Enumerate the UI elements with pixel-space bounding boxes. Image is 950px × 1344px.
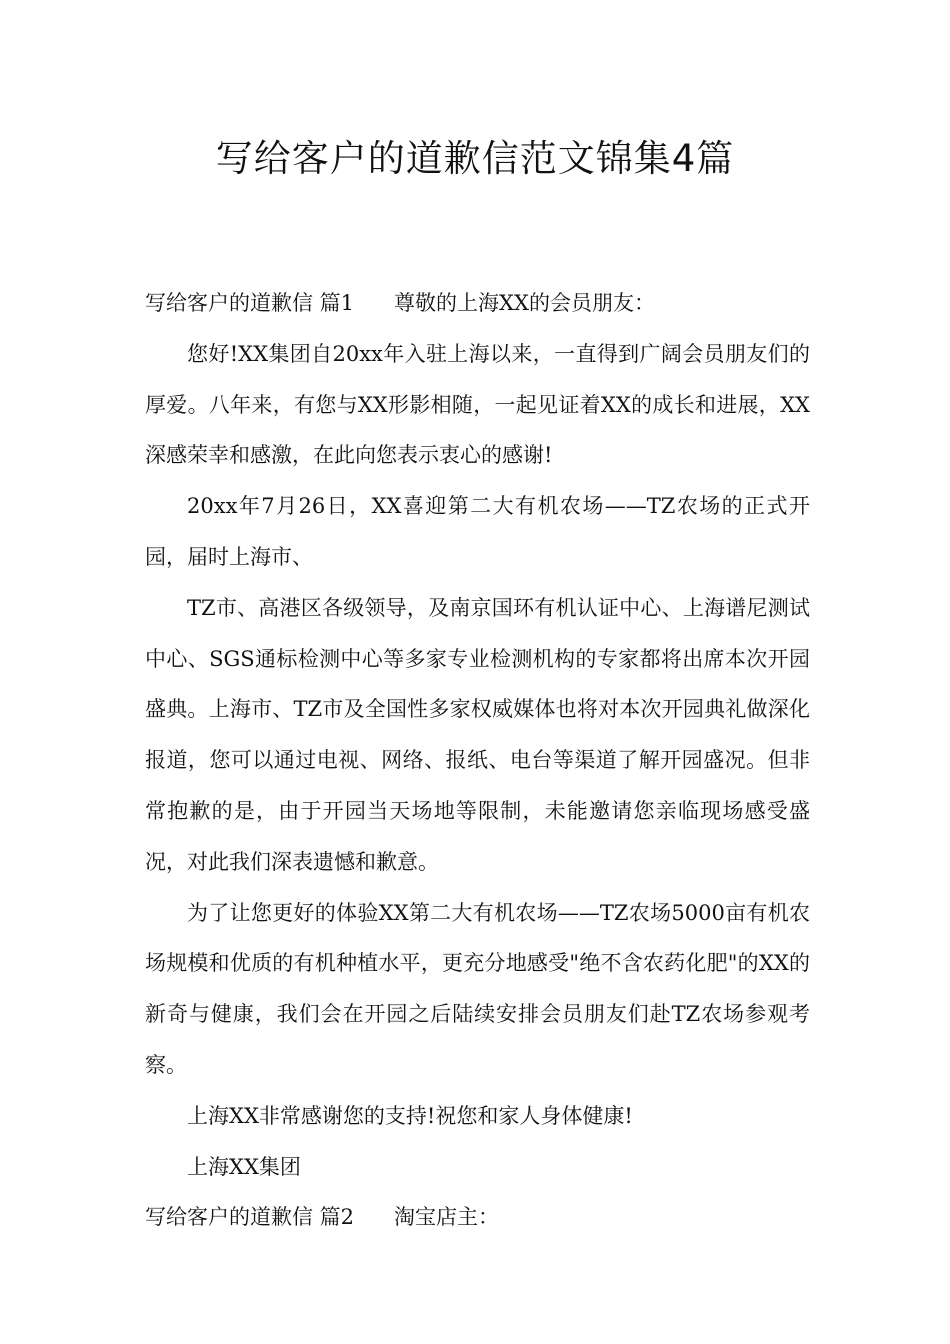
paragraph-guests-and-apology: TZ市、高港区各级领导，及南京国环有机认证中心、上海谱尼测试中心、SGS通标检测中心等多家专业检测机构的专家都将出席本次开园盛典。上海市、TZ市及全国性多家权威媒体也将对本次开园典礼做深化报道，您可以通过电视、网络、报纸、电台等渠道了解开园盛况。但非常抱歉的是，由于开园当天场地等限制，未能邀请您亲临现场感受盛况，对此我们深表遗憾和歉意。	[145, 595, 810, 874]
section-2-salutation: 淘宝店主：	[394, 1205, 500, 1230]
document-title: 写给客户的道歉信范文锦集4篇	[215, 137, 735, 180]
section-2-title: 写给客户的道歉信 篇2	[145, 1205, 355, 1230]
paragraph-greeting: 您好!XX集团自20xx年入驻上海以来，一直得到广阔会员朋友们的厚爱。八年来，有您与XX形影相随，一起见证着XX的成长和进展，XX深感荣幸和感激，在此向您表示衷心的感谢!	[145, 341, 810, 468]
section-2-heading	[145, 1192, 810, 1243]
paragraph-opening-announcement: 20xx年7月26日，XX喜迎第二大有机农场——TZ农场的正式开园，届时上海市、	[145, 494, 810, 569]
paragraph-visit-arrangement: 为了让您更好的体验XX第二大有机农场——TZ农场5000亩有机农场规模和优质的有机种植水平，更充分地感受"绝不含农药化肥"的XX的新奇与健康，我们会在开园之后陆续安排会员朋友们赴TZ农场参观考察。	[145, 900, 810, 1077]
paragraph-thanks: 上海XX非常感谢您的支持!祝您和家人身体健康!	[187, 1103, 633, 1128]
section-1-heading	[145, 278, 810, 329]
section-1-title: 写给客户的道歉信 篇1	[145, 291, 355, 315]
document-body	[145, 278, 810, 1243]
section-1-salutation: 尊敬的上海XX的会员朋友：	[394, 291, 655, 315]
signature: 上海XX集团	[187, 1154, 301, 1179]
